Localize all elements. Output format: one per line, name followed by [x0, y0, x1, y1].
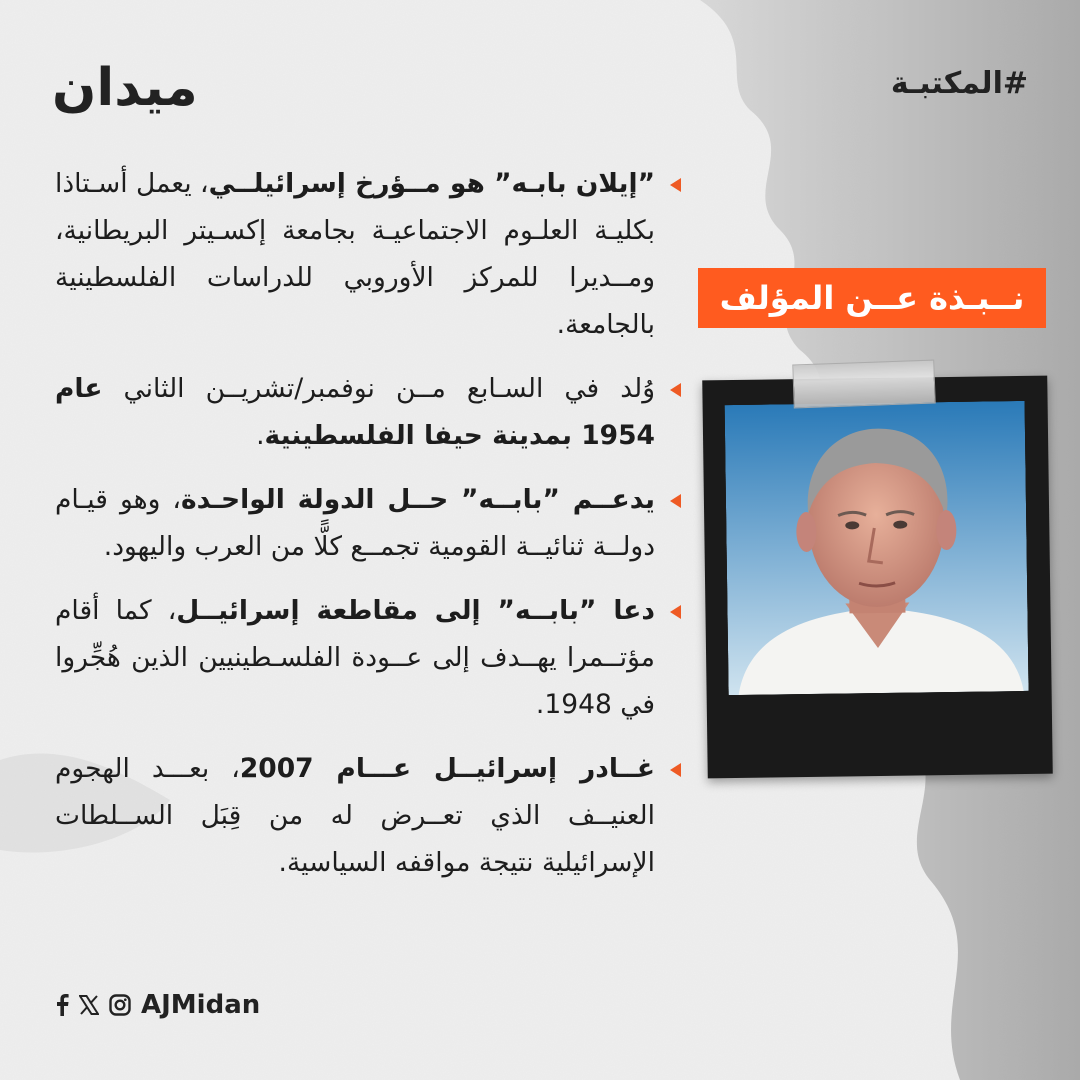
- paragraph-text: .: [256, 420, 265, 451]
- paragraph-bold-text: دعا ”بابــه” إلى مقاطعة إسرائيــل: [176, 595, 655, 626]
- author-photo: [725, 401, 1029, 695]
- bio-paragraph-3: [55, 476, 655, 570]
- paragraph-text: ، وهو قيـام دولــة ثنائيــة القومية تجمــع كلًّا من العرب واليهود.: [55, 484, 655, 562]
- paragraph-bold-text: غــادر إسرائيــل عـــام 2007: [239, 753, 655, 784]
- bio-paragraph-5: [55, 745, 655, 886]
- facebook-icon[interactable]: [55, 994, 69, 1016]
- instagram-icon[interactable]: [109, 994, 131, 1016]
- bullet-arrow-icon: [670, 605, 681, 619]
- paragraph-bold-text: يدعــم ”بابــه” حــل الدولة الواحـدة: [181, 484, 655, 515]
- social-handle[interactable]: AJMidan: [141, 990, 261, 1020]
- brand-logo: ميدان: [52, 58, 198, 118]
- paragraph-text: ، بعـــد الهجوم العنيــف الذي تعــرض له من قِبَل الســلطات الإسرائيلية نتيجة مواقفه السياسية.: [55, 753, 655, 878]
- paragraph-text: ، يعمل أسـتاذا بكليـة العلـوم الاجتماعيـة بجامعة إكسـيتر البريطانية، ومــديرا للمركز الأوروبي للدراسات الفلسطينية بالجامعة.: [55, 168, 655, 340]
- bio-paragraph-4: [55, 587, 655, 728]
- x-icon[interactable]: [79, 995, 99, 1015]
- bullet-arrow-icon: [670, 494, 681, 508]
- paragraph-text: وُلد في السـابع مــن نوفمبر/تشريــن الثاني: [102, 373, 655, 404]
- author-photo-frame: [702, 376, 1053, 779]
- paragraph-bold-text: ”إيلان بابـه” هو مــؤرخ إسرائيلــي: [208, 168, 655, 199]
- footer-social: [55, 990, 260, 1020]
- bio-text-column: [55, 160, 655, 903]
- bullet-arrow-icon: [670, 178, 681, 192]
- paragraph-bold-text: عام 1954 بمدينة حيفا الفلسطينية: [55, 373, 655, 451]
- tape-strip: [792, 360, 935, 409]
- bio-paragraph-2: [55, 365, 655, 459]
- paragraph-text: ، كما أقام مؤتــمرا يهــدف إلى عــودة الفلسـطينيين الذين هُجِّروا في 1948.: [55, 595, 655, 720]
- bullet-arrow-icon: [670, 383, 681, 397]
- hashtag-label[interactable]: #المكتبـة: [890, 66, 1028, 101]
- bio-paragraph-1: [55, 160, 655, 348]
- section-title-badge: نــبـذة عــن المؤلف: [698, 268, 1046, 328]
- bullet-arrow-icon: [670, 763, 681, 777]
